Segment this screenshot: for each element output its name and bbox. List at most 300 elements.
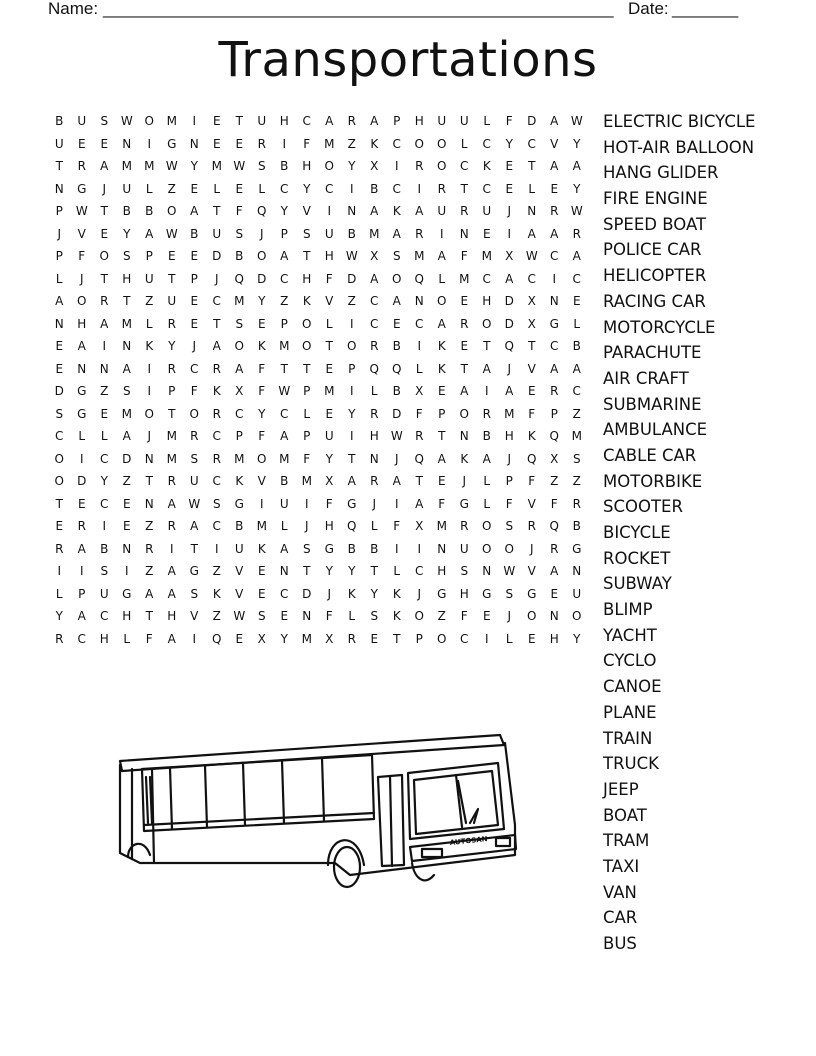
grid-letter[interactable]: E: [527, 631, 536, 646]
grid-letter[interactable]: W: [278, 384, 291, 399]
grid-letter[interactable]: B: [122, 204, 131, 219]
grid-letter[interactable]: F: [325, 609, 333, 624]
grid-letter[interactable]: T: [415, 474, 423, 489]
grid-letter[interactable]: U: [572, 586, 582, 601]
grid-letter[interactable]: N: [549, 294, 559, 309]
grid-letter[interactable]: L: [55, 271, 63, 286]
grid-letter[interactable]: C: [190, 361, 199, 376]
grid-letter[interactable]: C: [527, 271, 536, 286]
grid-letter[interactable]: X: [550, 451, 559, 466]
grid-letter[interactable]: Z: [572, 406, 581, 421]
grid-letter[interactable]: D: [257, 271, 267, 286]
grid-letter[interactable]: I: [192, 114, 197, 129]
grid-letter[interactable]: N: [122, 339, 132, 354]
grid-letter[interactable]: T: [528, 339, 536, 354]
grid-letter[interactable]: Y: [303, 181, 311, 196]
grid-letter[interactable]: Y: [573, 136, 581, 151]
grid-letter[interactable]: A: [325, 114, 334, 129]
grid-letter[interactable]: J: [327, 586, 332, 601]
grid-letter[interactable]: U: [459, 114, 469, 129]
grid-letter[interactable]: Q: [392, 361, 402, 376]
grid-letter[interactable]: E: [77, 136, 86, 151]
grid-letter[interactable]: B: [392, 384, 401, 399]
grid-letter[interactable]: H: [324, 519, 334, 534]
grid-letter[interactable]: Y: [370, 586, 378, 601]
grid-letter[interactable]: N: [54, 316, 64, 331]
grid-letter[interactable]: A: [190, 519, 199, 534]
grid-letter[interactable]: H: [549, 631, 559, 646]
grid-letter[interactable]: W: [503, 564, 516, 579]
grid-letter[interactable]: A: [392, 294, 401, 309]
grid-letter[interactable]: M: [504, 406, 515, 421]
grid-letter[interactable]: C: [325, 181, 334, 196]
grid-letter[interactable]: F: [235, 204, 243, 219]
grid-letter[interactable]: W: [390, 429, 403, 444]
grid-letter[interactable]: V: [527, 564, 536, 579]
grid-letter[interactable]: C: [302, 114, 311, 129]
grid-letter[interactable]: A: [392, 474, 401, 489]
grid-letter[interactable]: Z: [347, 294, 356, 309]
grid-letter[interactable]: L: [438, 271, 446, 286]
grid-letter[interactable]: J: [507, 609, 512, 624]
grid-letter[interactable]: S: [212, 496, 221, 511]
grid-letter[interactable]: J: [79, 271, 84, 286]
grid-letter[interactable]: I: [507, 226, 512, 241]
grid-letter[interactable]: R: [167, 361, 176, 376]
grid-letter[interactable]: E: [190, 249, 199, 264]
grid-letter[interactable]: T: [303, 249, 311, 264]
grid-letter[interactable]: M: [256, 519, 267, 534]
grid-letter[interactable]: B: [482, 429, 491, 444]
grid-letter[interactable]: A: [280, 429, 289, 444]
date-field[interactable]: _______: [672, 0, 739, 18]
grid-letter[interactable]: Y: [280, 204, 288, 219]
grid-letter[interactable]: V: [302, 204, 311, 219]
grid-letter[interactable]: L: [573, 316, 581, 331]
grid-letter[interactable]: I: [394, 496, 399, 511]
grid-letter[interactable]: A: [572, 159, 581, 174]
grid-letter[interactable]: S: [235, 226, 244, 241]
grid-letter[interactable]: A: [122, 361, 131, 376]
grid-letter[interactable]: F: [460, 609, 468, 624]
grid-letter[interactable]: R: [550, 204, 559, 219]
grid-letter[interactable]: A: [55, 294, 64, 309]
grid-letter[interactable]: S: [190, 451, 199, 466]
grid-letter[interactable]: O: [99, 249, 109, 264]
grid-letter[interactable]: M: [481, 249, 492, 264]
grid-letter[interactable]: P: [303, 429, 311, 444]
grid-letter[interactable]: C: [550, 249, 559, 264]
grid-letter[interactable]: L: [55, 586, 63, 601]
grid-letter[interactable]: P: [55, 249, 63, 264]
grid-letter[interactable]: L: [393, 564, 401, 579]
grid-letter[interactable]: W: [233, 159, 246, 174]
grid-letter[interactable]: I: [282, 136, 287, 151]
grid-letter[interactable]: A: [100, 316, 109, 331]
grid-letter[interactable]: U: [122, 181, 132, 196]
grid-letter[interactable]: R: [212, 451, 221, 466]
grid-letter[interactable]: O: [572, 609, 582, 624]
grid-letter[interactable]: H: [324, 249, 334, 264]
grid-letter[interactable]: R: [167, 474, 176, 489]
grid-letter[interactable]: E: [190, 294, 199, 309]
grid-letter[interactable]: K: [437, 361, 446, 376]
grid-letter[interactable]: P: [393, 114, 401, 129]
grid-letter[interactable]: W: [165, 159, 178, 174]
grid-letter[interactable]: B: [280, 159, 289, 174]
grid-letter[interactable]: P: [55, 204, 63, 219]
grid-letter[interactable]: Y: [348, 564, 356, 579]
grid-letter[interactable]: W: [525, 249, 538, 264]
grid-letter[interactable]: Y: [55, 609, 63, 624]
grid-letter[interactable]: M: [211, 159, 222, 174]
grid-letter[interactable]: R: [145, 541, 154, 556]
grid-letter[interactable]: L: [483, 114, 491, 129]
grid-letter[interactable]: O: [302, 316, 312, 331]
grid-letter[interactable]: G: [324, 541, 334, 556]
name-field[interactable]: ______________________________________________________: [103, 0, 614, 18]
grid-letter[interactable]: G: [77, 406, 87, 421]
grid-letter[interactable]: W: [165, 226, 178, 241]
grid-letter[interactable]: V: [550, 136, 559, 151]
grid-letter[interactable]: B: [280, 474, 289, 489]
grid-letter[interactable]: Y: [325, 564, 333, 579]
grid-letter[interactable]: N: [279, 564, 289, 579]
grid-letter[interactable]: B: [572, 339, 581, 354]
grid-letter[interactable]: H: [99, 631, 109, 646]
grid-letter[interactable]: X: [325, 631, 334, 646]
grid-letter[interactable]: Z: [212, 609, 221, 624]
grid-letter[interactable]: P: [168, 384, 176, 399]
grid-letter[interactable]: A: [77, 541, 86, 556]
grid-letter[interactable]: M: [324, 136, 335, 151]
grid-letter[interactable]: E: [100, 136, 109, 151]
grid-letter[interactable]: Y: [100, 474, 108, 489]
grid-letter[interactable]: E: [212, 114, 221, 129]
grid-letter[interactable]: A: [167, 586, 176, 601]
grid-letter[interactable]: S: [257, 609, 266, 624]
grid-letter[interactable]: E: [505, 181, 514, 196]
grid-letter[interactable]: N: [144, 451, 154, 466]
grid-letter[interactable]: E: [55, 361, 64, 376]
grid-letter[interactable]: A: [505, 384, 514, 399]
grid-letter[interactable]: Q: [257, 204, 267, 219]
grid-letter[interactable]: R: [167, 316, 176, 331]
grid-letter[interactable]: Z: [437, 609, 446, 624]
grid-letter[interactable]: T: [213, 204, 221, 219]
grid-letter[interactable]: Z: [347, 136, 356, 151]
grid-letter[interactable]: L: [370, 519, 378, 534]
grid-letter[interactable]: F: [258, 429, 266, 444]
grid-letter[interactable]: M: [279, 451, 290, 466]
grid-letter[interactable]: I: [394, 159, 399, 174]
grid-letter[interactable]: R: [212, 361, 221, 376]
grid-letter[interactable]: L: [258, 181, 266, 196]
grid-letter[interactable]: C: [482, 181, 491, 196]
grid-letter[interactable]: Q: [549, 429, 559, 444]
grid-letter[interactable]: G: [549, 316, 559, 331]
grid-letter[interactable]: Y: [168, 339, 176, 354]
grid-letter[interactable]: Z: [550, 474, 559, 489]
grid-letter[interactable]: R: [415, 159, 424, 174]
grid-letter[interactable]: I: [349, 316, 354, 331]
grid-letter[interactable]: N: [459, 226, 469, 241]
grid-letter[interactable]: N: [99, 361, 109, 376]
grid-letter[interactable]: T: [438, 429, 446, 444]
grid-letter[interactable]: I: [417, 181, 422, 196]
grid-letter[interactable]: W: [188, 496, 201, 511]
grid-letter[interactable]: T: [100, 204, 108, 219]
grid-letter[interactable]: O: [527, 609, 537, 624]
grid-letter[interactable]: S: [392, 249, 401, 264]
grid-letter[interactable]: A: [550, 159, 559, 174]
grid-letter[interactable]: L: [213, 181, 221, 196]
grid-letter[interactable]: O: [459, 406, 469, 421]
grid-letter[interactable]: L: [123, 631, 131, 646]
grid-letter[interactable]: N: [347, 204, 357, 219]
grid-letter[interactable]: L: [415, 361, 423, 376]
grid-letter[interactable]: C: [100, 451, 109, 466]
grid-letter[interactable]: D: [54, 384, 64, 399]
grid-letter[interactable]: H: [482, 294, 492, 309]
grid-letter[interactable]: M: [121, 159, 132, 174]
grid-letter[interactable]: L: [145, 181, 153, 196]
grid-letter[interactable]: L: [460, 136, 468, 151]
grid-letter[interactable]: K: [392, 204, 401, 219]
grid-letter[interactable]: T: [145, 609, 153, 624]
grid-letter[interactable]: D: [302, 586, 312, 601]
grid-letter[interactable]: B: [392, 339, 401, 354]
grid-letter[interactable]: T: [123, 294, 131, 309]
grid-letter[interactable]: P: [235, 429, 243, 444]
grid-letter[interactable]: R: [77, 159, 86, 174]
grid-letter[interactable]: R: [55, 631, 64, 646]
grid-letter[interactable]: L: [78, 429, 86, 444]
grid-letter[interactable]: I: [394, 541, 399, 556]
grid-letter[interactable]: S: [370, 609, 379, 624]
grid-letter[interactable]: S: [257, 159, 266, 174]
grid-letter[interactable]: P: [78, 586, 86, 601]
grid-letter[interactable]: V: [325, 294, 334, 309]
grid-letter[interactable]: J: [462, 474, 467, 489]
grid-letter[interactable]: B: [347, 226, 356, 241]
grid-letter[interactable]: K: [392, 586, 401, 601]
grid-letter[interactable]: C: [280, 181, 289, 196]
grid-letter[interactable]: C: [482, 271, 491, 286]
grid-letter[interactable]: X: [257, 631, 266, 646]
grid-letter[interactable]: H: [122, 609, 132, 624]
grid-letter[interactable]: A: [145, 226, 154, 241]
grid-letter[interactable]: O: [437, 136, 447, 151]
grid-letter[interactable]: H: [459, 586, 469, 601]
grid-letter[interactable]: I: [124, 564, 129, 579]
grid-letter[interactable]: T: [168, 271, 176, 286]
grid-letter[interactable]: X: [370, 159, 379, 174]
grid-letter[interactable]: W: [120, 114, 133, 129]
grid-letter[interactable]: P: [145, 249, 153, 264]
grid-letter[interactable]: G: [189, 564, 199, 579]
grid-letter[interactable]: N: [482, 564, 492, 579]
grid-letter[interactable]: D: [504, 294, 514, 309]
grid-letter[interactable]: F: [528, 474, 536, 489]
grid-letter[interactable]: I: [147, 136, 152, 151]
grid-letter[interactable]: D: [212, 249, 222, 264]
grid-letter[interactable]: G: [77, 181, 87, 196]
grid-letter[interactable]: U: [279, 496, 289, 511]
grid-letter[interactable]: B: [55, 114, 64, 129]
grid-letter[interactable]: C: [280, 586, 289, 601]
grid-letter[interactable]: U: [144, 271, 154, 286]
grid-letter[interactable]: E: [55, 519, 64, 534]
grid-letter[interactable]: T: [145, 474, 153, 489]
grid-letter[interactable]: G: [527, 586, 537, 601]
grid-letter[interactable]: I: [417, 339, 422, 354]
grid-letter[interactable]: V: [235, 564, 244, 579]
grid-letter[interactable]: C: [392, 181, 401, 196]
grid-letter[interactable]: A: [370, 271, 379, 286]
grid-letter[interactable]: A: [167, 564, 176, 579]
grid-letter[interactable]: T: [280, 361, 288, 376]
grid-letter[interactable]: E: [482, 609, 491, 624]
grid-letter[interactable]: N: [189, 136, 199, 151]
grid-letter[interactable]: U: [77, 114, 87, 129]
grid-letter[interactable]: L: [483, 474, 491, 489]
grid-letter[interactable]: G: [122, 586, 132, 601]
grid-letter[interactable]: F: [505, 496, 513, 511]
grid-letter[interactable]: Y: [348, 159, 356, 174]
grid-letter[interactable]: O: [54, 474, 64, 489]
grid-letter[interactable]: E: [527, 384, 536, 399]
grid-letter[interactable]: M: [166, 429, 177, 444]
grid-letter[interactable]: G: [437, 586, 447, 601]
grid-letter[interactable]: Q: [369, 361, 379, 376]
grid-letter[interactable]: R: [100, 294, 109, 309]
grid-letter[interactable]: C: [415, 316, 424, 331]
grid-letter[interactable]: A: [550, 226, 559, 241]
grid-letter[interactable]: Z: [145, 564, 154, 579]
grid-letter[interactable]: M: [324, 384, 335, 399]
grid-letter[interactable]: F: [460, 249, 468, 264]
grid-letter[interactable]: T: [325, 339, 333, 354]
grid-letter[interactable]: Y: [190, 159, 198, 174]
grid-letter[interactable]: E: [257, 564, 266, 579]
grid-letter[interactable]: E: [212, 136, 221, 151]
grid-letter[interactable]: J: [192, 339, 197, 354]
grid-letter[interactable]: I: [417, 541, 422, 556]
grid-letter[interactable]: B: [370, 541, 379, 556]
grid-letter[interactable]: O: [414, 609, 424, 624]
grid-letter[interactable]: N: [122, 541, 132, 556]
grid-letter[interactable]: C: [212, 519, 221, 534]
grid-letter[interactable]: E: [257, 586, 266, 601]
grid-letter[interactable]: E: [280, 609, 289, 624]
grid-letter[interactable]: I: [349, 429, 354, 444]
grid-letter[interactable]: A: [437, 249, 446, 264]
grid-letter[interactable]: O: [482, 519, 492, 534]
grid-letter[interactable]: E: [325, 361, 334, 376]
grid-letter[interactable]: Z: [167, 181, 176, 196]
grid-letter[interactable]: U: [189, 474, 199, 489]
grid-letter[interactable]: U: [234, 541, 244, 556]
grid-letter[interactable]: A: [572, 361, 581, 376]
grid-letter[interactable]: A: [550, 114, 559, 129]
grid-letter[interactable]: A: [415, 496, 424, 511]
grid-letter[interactable]: C: [77, 631, 86, 646]
grid-letter[interactable]: P: [303, 384, 311, 399]
grid-letter[interactable]: M: [144, 159, 155, 174]
grid-letter[interactable]: F: [303, 451, 311, 466]
grid-letter[interactable]: C: [280, 406, 289, 421]
grid-letter[interactable]: P: [280, 226, 288, 241]
grid-letter[interactable]: A: [460, 384, 469, 399]
grid-letter[interactable]: H: [302, 271, 312, 286]
grid-letter[interactable]: R: [370, 474, 379, 489]
grid-letter[interactable]: J: [372, 496, 377, 511]
grid-letter[interactable]: O: [144, 406, 154, 421]
grid-letter[interactable]: P: [505, 474, 513, 489]
grid-letter[interactable]: T: [213, 316, 221, 331]
grid-letter[interactable]: P: [280, 316, 288, 331]
grid-letter[interactable]: Q: [504, 339, 514, 354]
grid-letter[interactable]: K: [235, 474, 244, 489]
grid-letter[interactable]: O: [414, 136, 424, 151]
grid-letter[interactable]: O: [437, 631, 447, 646]
grid-letter[interactable]: T: [483, 339, 491, 354]
grid-letter[interactable]: M: [279, 339, 290, 354]
grid-letter[interactable]: D: [504, 316, 514, 331]
grid-letter[interactable]: T: [460, 361, 468, 376]
grid-letter[interactable]: C: [100, 609, 109, 624]
grid-letter[interactable]: M: [166, 114, 177, 129]
grid-letter[interactable]: A: [550, 361, 559, 376]
grid-letter[interactable]: I: [79, 564, 84, 579]
grid-letter[interactable]: T: [235, 114, 243, 129]
grid-letter[interactable]: I: [147, 361, 152, 376]
grid-letter[interactable]: P: [348, 361, 356, 376]
grid-letter[interactable]: E: [190, 316, 199, 331]
grid-letter[interactable]: F: [78, 249, 86, 264]
grid-letter[interactable]: F: [438, 496, 446, 511]
grid-letter[interactable]: D: [527, 114, 537, 129]
grid-letter[interactable]: R: [460, 519, 469, 534]
grid-letter[interactable]: J: [507, 361, 512, 376]
grid-letter[interactable]: M: [301, 474, 312, 489]
grid-letter[interactable]: W: [570, 204, 583, 219]
grid-letter[interactable]: E: [77, 496, 86, 511]
grid-letter[interactable]: F: [303, 136, 311, 151]
grid-letter[interactable]: W: [345, 249, 358, 264]
grid-letter[interactable]: A: [77, 609, 86, 624]
grid-letter[interactable]: J: [529, 541, 534, 556]
grid-letter[interactable]: D: [347, 271, 357, 286]
grid-letter[interactable]: O: [302, 339, 312, 354]
grid-letter[interactable]: P: [415, 631, 423, 646]
grid-letter[interactable]: T: [190, 541, 198, 556]
grid-letter[interactable]: M: [436, 519, 447, 534]
grid-letter[interactable]: A: [527, 226, 536, 241]
grid-letter[interactable]: F: [325, 496, 333, 511]
grid-letter[interactable]: E: [392, 316, 401, 331]
grid-letter[interactable]: P: [550, 406, 558, 421]
grid-letter[interactable]: E: [437, 474, 446, 489]
grid-letter[interactable]: H: [77, 316, 87, 331]
grid-letter[interactable]: J: [259, 226, 264, 241]
grid-letter[interactable]: S: [235, 316, 244, 331]
grid-letter[interactable]: O: [144, 114, 154, 129]
grid-letter[interactable]: O: [347, 339, 357, 354]
grid-letter[interactable]: N: [369, 451, 379, 466]
grid-letter[interactable]: X: [415, 384, 424, 399]
